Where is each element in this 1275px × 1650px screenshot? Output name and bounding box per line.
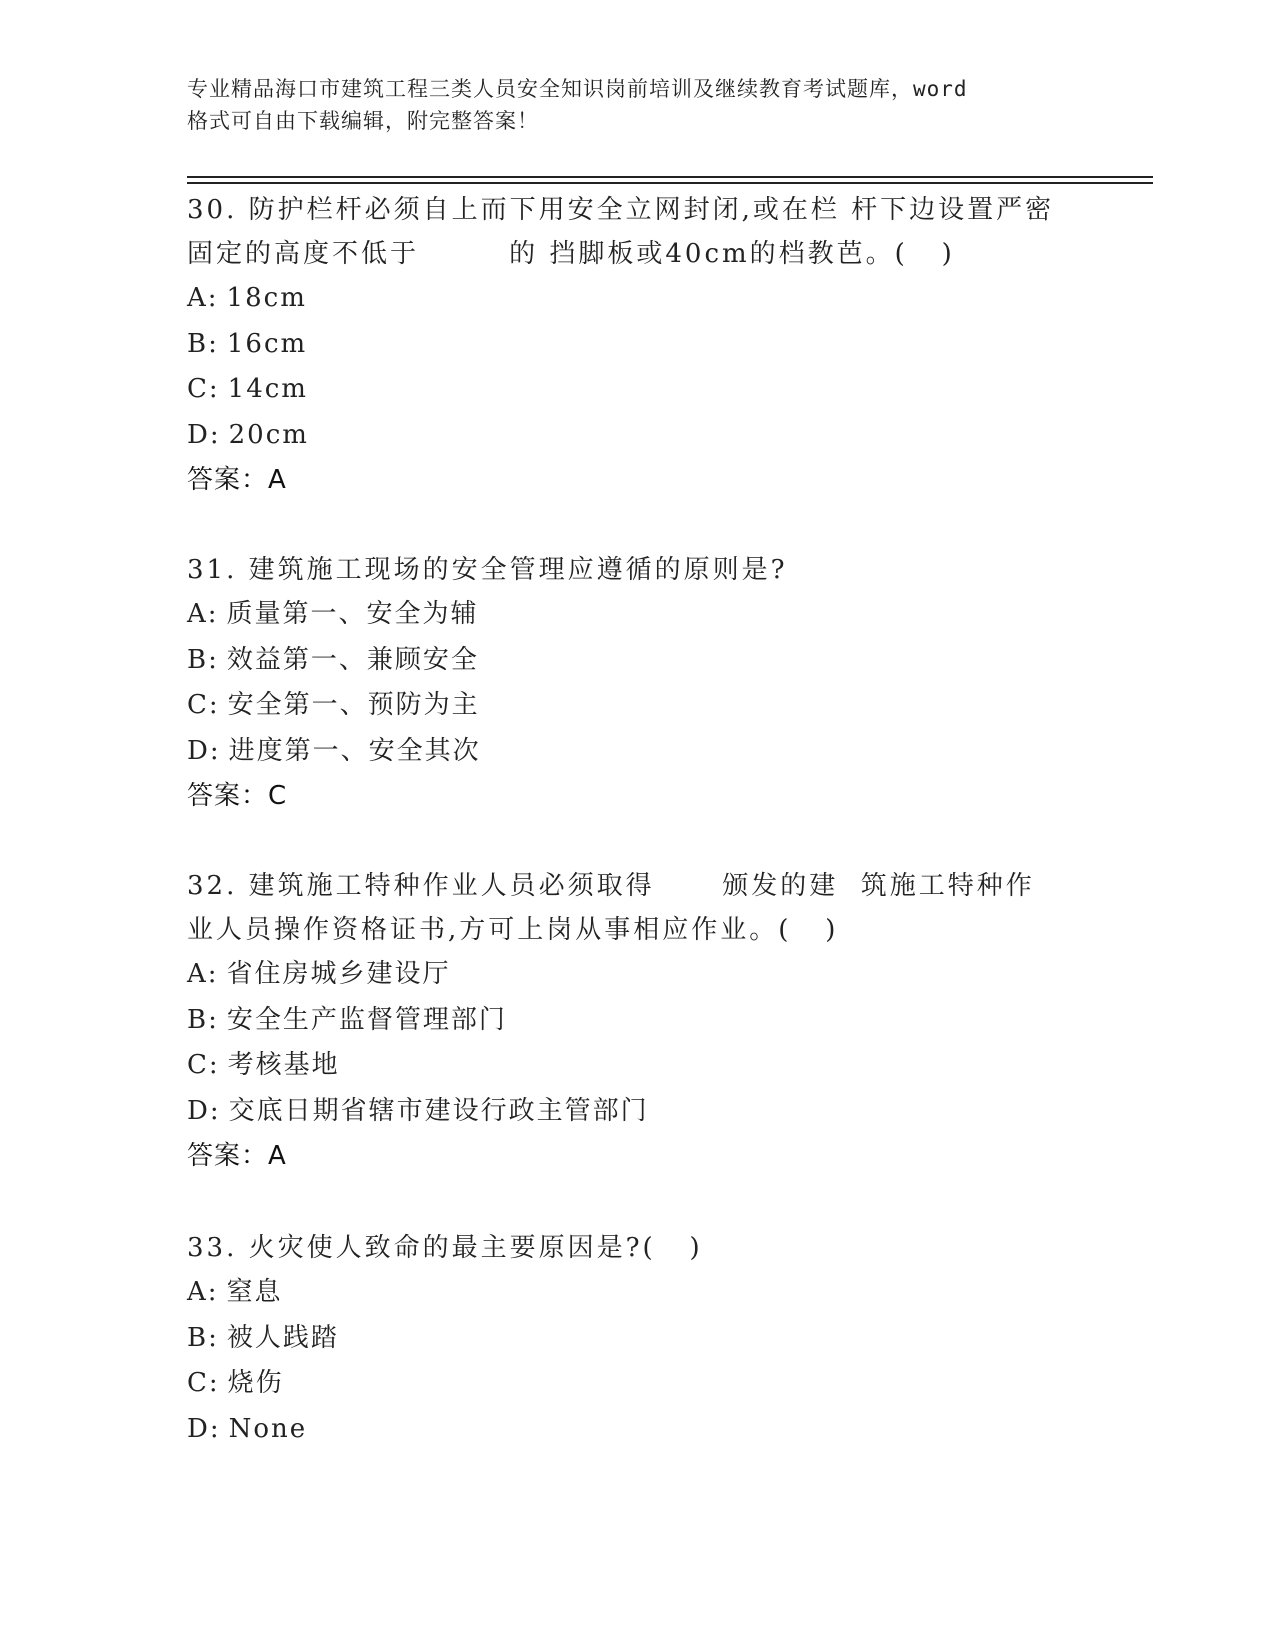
option-label: D: xyxy=(187,735,221,766)
option-d xyxy=(187,1089,1087,1135)
question-32 xyxy=(187,864,1087,1178)
option-text: 安全第一、预防为主 xyxy=(227,690,480,720)
option-label: A: xyxy=(187,959,219,989)
option-text: 考核基地 xyxy=(227,1050,340,1080)
header-line-1: 专业精品海口市建筑工程三类人员安全知识岗前培训及继续教育考试题库，word xyxy=(187,77,968,101)
question-stem-line: 33. 火灾使人致命的最主要原因是?( ) xyxy=(187,1233,703,1263)
question-stem-line: 30. 防护栏杆必须自上而下用安全立网封闭,或在栏 杆下边设置严密 xyxy=(187,195,1055,225)
option-label: B: xyxy=(187,328,219,359)
option-c xyxy=(187,683,1087,729)
option-label: D: xyxy=(187,1413,221,1444)
option-label: C: xyxy=(187,690,220,720)
option-d xyxy=(187,729,1087,775)
question-30 xyxy=(187,188,1087,502)
option-text: 18cm xyxy=(226,283,307,313)
option-label: A: xyxy=(187,283,219,313)
option-label: D: xyxy=(187,1095,221,1126)
option-label: B: xyxy=(187,1322,219,1353)
option-a xyxy=(187,276,1087,322)
question-31 xyxy=(187,548,1087,818)
option-b xyxy=(187,322,1087,368)
question-stem-line: 32. 建筑施工特种作业人员必须取得 颁发的建 筑施工特种作 xyxy=(187,871,1035,901)
option-text: 20cm xyxy=(228,419,309,450)
option-text: 窒息 xyxy=(226,1277,283,1307)
option-b xyxy=(187,1316,1087,1362)
option-text: None xyxy=(228,1413,308,1444)
option-d xyxy=(187,413,1087,459)
option-label: C: xyxy=(187,1368,220,1398)
option-label: B: xyxy=(187,644,219,675)
option-d xyxy=(187,1407,1087,1453)
question-stem-line: 业人员操作资格证书,方可上岗从事相应作业。( ) xyxy=(187,915,839,945)
answer-line: 答案：A xyxy=(187,1141,287,1171)
option-label: C: xyxy=(187,1050,220,1080)
option-text: 16cm xyxy=(226,328,308,359)
option-c xyxy=(187,1361,1087,1407)
option-label: D: xyxy=(187,419,221,450)
option-c xyxy=(187,1043,1087,1089)
header-divider-top xyxy=(187,176,1153,178)
option-text: 14cm xyxy=(227,374,308,404)
answer-line: 答案：A xyxy=(187,465,287,495)
option-a xyxy=(187,592,1087,638)
option-label: C: xyxy=(187,374,220,404)
option-a xyxy=(187,1270,1087,1316)
question-33 xyxy=(187,1226,1087,1452)
header-line-2: 格式可自由下载编辑，附完整答案！ xyxy=(187,109,539,133)
option-label: B: xyxy=(187,1004,219,1035)
option-b xyxy=(187,998,1087,1044)
document-header xyxy=(187,73,1087,137)
answer-line: 答案：C xyxy=(187,781,288,811)
option-text: 安全生产监督管理部门 xyxy=(226,1004,507,1035)
option-text: 被人践踏 xyxy=(226,1322,339,1353)
option-a xyxy=(187,952,1087,998)
option-label: A: xyxy=(187,1277,219,1307)
option-text: 效益第一、兼顾安全 xyxy=(226,644,479,675)
header-divider-bottom xyxy=(187,182,1153,184)
question-stem-line: 固定的高度不低于 的 挡脚板或40cm的档教芭。( ) xyxy=(187,239,955,269)
option-text: 质量第一、安全为辅 xyxy=(226,599,479,629)
option-text: 交底日期省辖市建设行政主管部门 xyxy=(228,1095,649,1126)
option-label: A: xyxy=(187,599,219,629)
option-text: 烧伤 xyxy=(227,1368,284,1398)
option-text: 进度第一、安全其次 xyxy=(228,735,481,766)
option-text: 省住房城乡建设厅 xyxy=(226,959,451,989)
question-stem-line: 31. 建筑施工现场的安全管理应遵循的原则是? xyxy=(187,555,788,585)
option-c xyxy=(187,367,1087,413)
option-b xyxy=(187,638,1087,684)
